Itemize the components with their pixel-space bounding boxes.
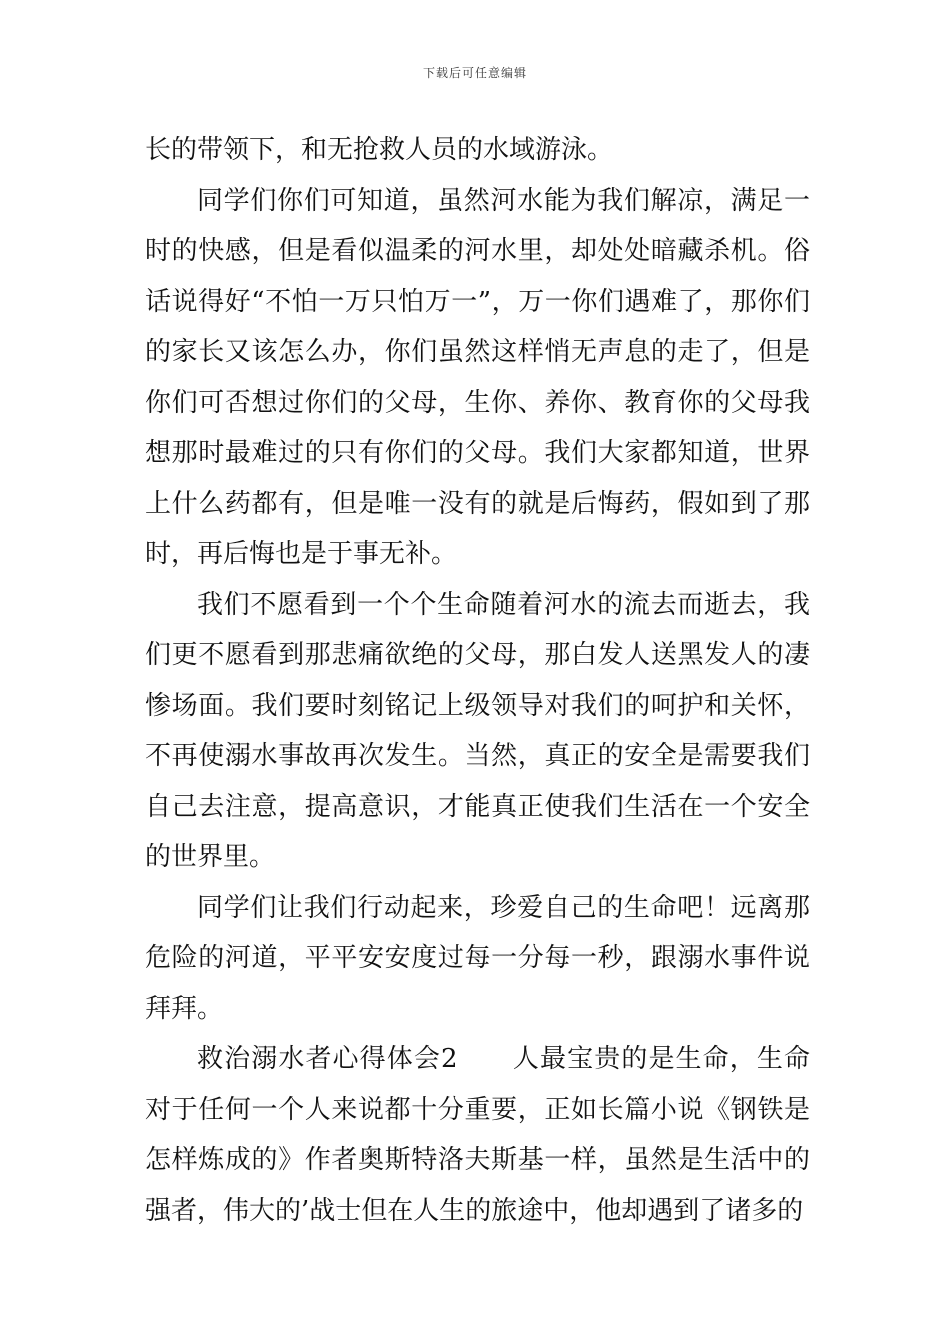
paragraph: 同学们让我们行动起来，珍爱自己的生命吧！远离那危险的河道，平平安安度过每一分每一秒，跟溺水事件说拜拜。 — [145, 892, 810, 1024]
document-body — [145, 125, 810, 1236]
page-header: 下载后可任意编辑 — [422, 66, 527, 80]
paragraph-continuation: 长的带领下，和无抢救人员的水域游泳。 — [145, 135, 614, 165]
paragraph: 同学们你们可知道，虽然河水能为我们解凉，满足一时的快感，但是看似温柔的河水里，却处处暗藏杀机。俗话说得好“不怕一万只怕万一”，万一你们遇难了，那你们的家长又该怎么办，你们虽然这样悄无声息的走了，但是你们可否想过你们的父母，生你、养你、教育你的父母我想那时最难过的只有你们的父母。我们大家都知道，世界上什么药都有，但是唯一没有的就是后悔药，假如到了那时，再后悔也是于事无补。 — [145, 185, 810, 569]
paragraph: 我们不愿看到一个个生命随着河水的流去而逝去，我们更不愿看到那悲痛欲绝的父母，那白发人送黑发人的凄惨场面。我们要时刻铭记上级领导对我们的呵护和关怀，不再使溺水事故再次发生。当然，真正的安全是需要我们自己去注意，提高意识，才能真正使我们生活在一个安全的世界里。 — [145, 589, 810, 872]
paragraph-section-start: 救治溺水者心得体会2 人最宝贵的是生命，生命对于任何一个人来说都十分重要，正如长篇小说《钢铁是怎样炼成的》作者奥斯特洛夫斯基一样，虽然是生活中的强者，伟大的’战士但在人生的旅途中，他却遇到了诸多的 — [145, 1044, 810, 1226]
